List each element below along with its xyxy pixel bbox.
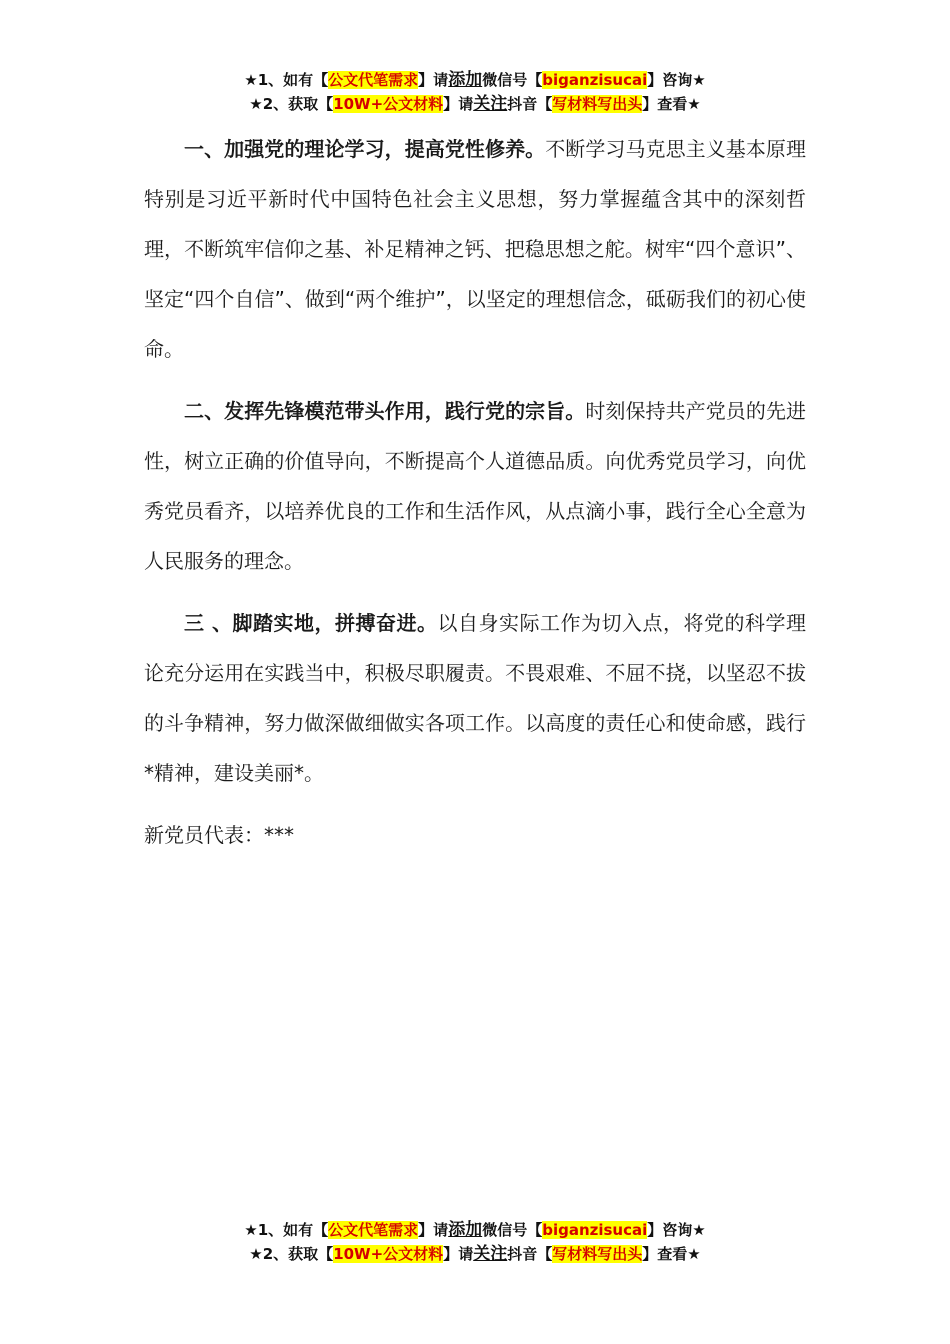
- section-heading: 三 、脚踏实地，拼搏奋进。: [184, 611, 438, 635]
- promo-highlight: 公文代笔需求: [328, 1221, 419, 1239]
- promo-highlight: 公文代笔需求: [328, 71, 419, 89]
- header-promo: [0, 68, 950, 116]
- section-heading: 二、发挥先锋模范带头作用，践行党的宗旨。: [184, 399, 586, 423]
- section-2: [144, 386, 806, 586]
- promo-wechat-id: biganzisucai: [542, 1221, 648, 1239]
- signature: 新党员代表：***: [144, 823, 294, 847]
- section-text: 以自身实际工作为切入点，将党的科学理论充分运用在实践当中，积极尽职履责。不畏艰难、不屈不挠，以坚忍不拔的斗争精神，努力做深做细做实各项工作。以高度的责任心和使命感，践行*精神，建设美丽*。: [144, 611, 807, 785]
- section-heading: 一、加强党的理论学习，提高党性修养。: [184, 137, 546, 161]
- promo-douyin-id: 写材料写出头: [552, 1245, 643, 1263]
- section-1: [144, 124, 806, 374]
- section-3: [144, 598, 806, 798]
- promo-wechat-id: biganzisucai: [542, 71, 648, 89]
- promo-line-2: ★2、获取【10W+公文材料】请关注抖音【写材料写出头】查看★: [249, 1244, 701, 1264]
- section-text: 不断学习马克思主义基本原理特别是习近平新时代中国特色社会主义思想，努力掌握蕴含其中的深刻哲理，不断筑牢信仰之基、补足精神之钙、把稳思想之舵。树牢“四个意识”、坚定“四个自信”、做到“两个维护”，以坚定的理想信念，砥砺我们的初心使命。: [144, 137, 807, 361]
- promo-highlight: 10W+公文材料: [333, 95, 444, 113]
- document-body: [144, 124, 806, 860]
- promo-line-2: ★2、获取【10W+公文材料】请关注抖音【写材料写出头】查看★: [249, 94, 701, 114]
- promo-highlight: 10W+公文材料: [333, 1245, 444, 1263]
- section-text: 时刻保持共产党员的先进性，树立正确的价值导向，不断提高个人道德品质。向优秀党员学习，向优秀党员看齐，以培养优良的工作和生活作风，从点滴小事，践行全心全意为人民服务的理念。: [144, 399, 807, 573]
- promo-douyin-id: 写材料写出头: [552, 95, 643, 113]
- promo-line-1: ★1、如有【公文代笔需求】请添加微信号【biganzisucai】咨询★: [244, 1220, 706, 1240]
- footer-promo: [0, 1218, 950, 1266]
- promo-line-1: ★1、如有【公文代笔需求】请添加微信号【biganzisucai】咨询★: [244, 70, 706, 90]
